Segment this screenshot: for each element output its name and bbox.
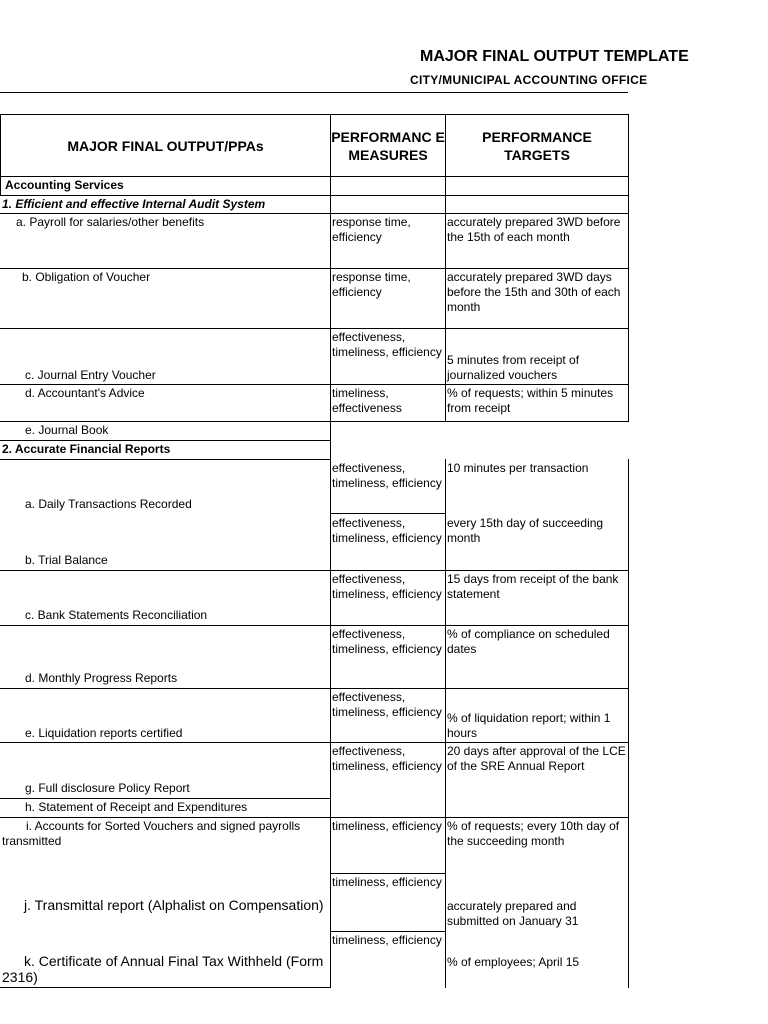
row-label: g. Full disclosure Policy Report	[25, 781, 190, 795]
section-title: Accounting Services	[5, 178, 124, 192]
row-line	[0, 688, 629, 689]
row-label: j. Transmittal report (Alphalist on Compensation)	[24, 897, 324, 913]
row-label: d. Accountant's Advice	[25, 386, 145, 400]
row-label: b. Obligation of Voucher	[22, 270, 151, 284]
col-divider-1	[330, 114, 331, 988]
row-label: k. Certificate of Annual Final Tax Withheld (Form 2316)	[2, 953, 324, 985]
header-measures: PERFORMANC E MEASURES	[331, 128, 445, 163]
row-line	[0, 459, 331, 460]
document-subtitle: CITY/MUNICIPAL ACCOUNTING OFFICE	[410, 73, 648, 87]
row-measure: timeliness, efficiency	[332, 933, 442, 947]
table-right-border-lower	[628, 459, 629, 988]
row-label: d. Monthly Progress Reports	[25, 671, 178, 685]
row-line	[0, 440, 331, 441]
row-label: a. Daily Transactions Recorded	[25, 497, 192, 511]
row-line	[0, 570, 629, 571]
measure-line	[330, 873, 446, 874]
row-line	[0, 421, 629, 422]
row-label: e. Journal Book	[25, 423, 109, 437]
group2-title: 2. Accurate Financial Reports	[2, 442, 171, 456]
row-measure: effectiveness, timeliness, efficiency	[332, 744, 442, 773]
row-label: a. Payroll for salaries/other benefits	[16, 215, 205, 229]
row-label: h. Statement of Receipt and Expenditures	[25, 800, 248, 814]
row-measure: response time, efficiency	[332, 215, 411, 244]
row-label: e. Liquidation reports certified	[25, 726, 183, 740]
row-target-text: 5 minutes from receipt of journalized vouchers	[447, 353, 580, 382]
row-line	[0, 195, 629, 196]
row-label-text: c. Journal Entry Voucher	[25, 368, 156, 382]
row-target: % of compliance on scheduled dates	[447, 627, 610, 656]
table-bottom-border	[0, 987, 331, 988]
row-measure: effectiveness, timeliness, efficiency	[332, 516, 442, 545]
row-target	[447, 690, 627, 741]
row-line	[0, 798, 331, 799]
row-target: % of requests; every 10th day of the succeeding month	[447, 819, 620, 848]
header-mfo: MAJOR FINAL OUTPUT/PPAs	[67, 137, 264, 154]
row-target: 20 days after approval of the LCE of the SRE Annual Report	[447, 744, 626, 773]
row-measure: effectiveness, timeliness, efficiency	[332, 461, 442, 490]
row-line	[0, 268, 629, 269]
row-line	[0, 742, 629, 743]
row-target: % of requests; within 5 minutes from receipt	[447, 386, 614, 415]
row-measure: effectiveness, timeliness, efficiency	[332, 572, 442, 601]
row-measure: timeliness, efficiency	[332, 819, 442, 833]
row-measure: response time, efficiency	[332, 270, 411, 299]
row-label: b. Trial Balance	[25, 553, 108, 567]
row-line	[0, 817, 629, 818]
row-target	[447, 330, 627, 383]
row-target: accurately prepared 3WD before the 15th of each month	[447, 215, 621, 244]
measure-line	[330, 931, 446, 932]
row-measure: timeliness, effectiveness	[332, 386, 402, 415]
row-line	[0, 328, 629, 329]
row-target: every 15th day of succeeding month	[447, 516, 604, 545]
row-target-text: % of liquidation report; within 1 hours	[447, 711, 611, 740]
row-target: 15 days from receipt of the bank statement	[447, 572, 619, 601]
row-label	[25, 330, 328, 383]
measure-line	[330, 513, 446, 514]
row-line	[0, 384, 629, 385]
col-divider-2-lower	[445, 459, 446, 988]
row-line	[0, 625, 629, 626]
row-line	[0, 213, 629, 214]
row-target: % of employees; April 15	[447, 955, 580, 969]
row-target: accurately prepared 3WD days before the 15th and 30th of each month	[447, 270, 621, 314]
row-measure: timeliness, efficiency	[332, 875, 442, 889]
row-label: i. Accounts for Sorted Vouchers and signed payrolls transmitted	[2, 819, 301, 848]
title-rule	[0, 92, 628, 93]
header-bottom-line	[0, 176, 629, 177]
row-measure: effectiveness, timeliness, efficiency	[332, 330, 442, 359]
row-measure: effectiveness, timeliness, efficiency	[332, 627, 442, 656]
row-measure: effectiveness, timeliness, efficiency	[332, 690, 442, 719]
document-title: MAJOR FINAL OUTPUT TEMPLATE	[420, 48, 689, 65]
group1-title: 1. Efficient and effective Internal Audit System	[2, 197, 266, 211]
row-label: c. Bank Statements Reconciliation	[25, 608, 208, 622]
row-target: 10 minutes per transaction	[447, 461, 589, 475]
header-targets: PERFORMANCE TARGETS	[482, 128, 592, 163]
row-target: accurately prepared and submitted on January 31	[447, 899, 579, 928]
